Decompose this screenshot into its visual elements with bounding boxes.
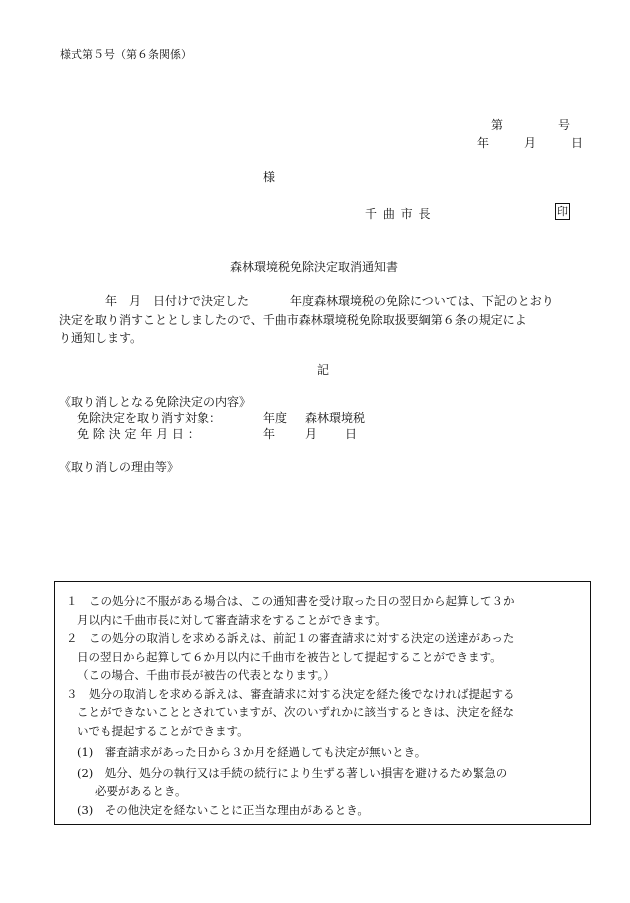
notice-line: ３ 処分の取消しを求める訴えは、審査請求に対する決定を経た後でなければ提起する <box>66 687 515 701</box>
date-month: 月 <box>524 136 537 150</box>
notice-line: いでも提起することができます。 <box>77 724 249 738</box>
form-label: 様式第５号（第６条関係） <box>60 48 192 61</box>
target-value: 森林環境税 <box>305 411 366 425</box>
notice-line: 必要があるとき。 <box>95 784 187 798</box>
contents-heading: 《取り消しとなる免除決定の内容》 <box>59 395 252 409</box>
body-line3: り通知します。 <box>59 331 143 345</box>
body-line2: 決定を取り消すこととしましたので、千曲市森林環境税免除取扱要綱第６条の規定によ <box>59 313 527 327</box>
target-year: 年度 <box>263 411 288 425</box>
notice-line: (3) その他決定を経ないことに正当な理由があるとき。 <box>77 803 369 817</box>
number-prefix: 第 <box>491 118 504 132</box>
seal-stamp: 印 <box>557 205 568 218</box>
notice-line: 日の翌日から起算して６か月以内に千曲市を被告として提起することができます。 <box>77 650 502 664</box>
number-suffix: 号 <box>558 118 571 132</box>
date-day: 日 <box>571 136 584 150</box>
appeal-notice-box <box>54 581 591 825</box>
notice-line: ２ この処分の取消しを求める訴えは、前記１の審査請求に対する決定の送達があった <box>66 631 515 645</box>
body-line1-a: 年 月 日付けで決定した <box>105 294 250 308</box>
sender-name: 千 曲 市 長 <box>365 207 432 221</box>
notice-line: （この場合、千曲市長が被告の代表となります。） <box>77 668 335 682</box>
notice-line: ことができないこととされていますが、次のいずれかに該当するときは、決定を経な <box>77 705 514 719</box>
decision-date-label: 免 除 決 定 年 月 日 ： <box>77 427 200 441</box>
decision-date-day: 日 <box>345 427 358 441</box>
addressee-suffix: 様 <box>263 170 276 184</box>
target-label: 免除決定を取り消す対象： <box>77 411 222 425</box>
date-year: 年 <box>477 136 490 150</box>
decision-date-year: 年 <box>263 427 276 441</box>
reason-heading: 《取り消しの理由等》 <box>59 460 180 474</box>
notice-line: (2) 処分、処分の執行又は手続の続行により生ずる著しい損害を避けるため緊急の <box>77 766 508 780</box>
document-title: 森林環境税免除決定取消通知書 <box>230 260 399 274</box>
notice-line: １ この処分に不服がある場合は、この通知書を受け取った日の翌日から起算して３か <box>66 594 515 608</box>
notice-line: (1) 審査請求があった日から３か月を経過しても決定が無いとき。 <box>77 745 427 759</box>
body-line1-b: 年度森林環境税の免除については、下記のとおり <box>290 294 554 308</box>
ki-marker: 記 <box>317 363 330 377</box>
notice-line: 月以内に千曲市長に対して審査請求をすることができます。 <box>77 613 387 627</box>
decision-date-month: 月 <box>305 427 318 441</box>
